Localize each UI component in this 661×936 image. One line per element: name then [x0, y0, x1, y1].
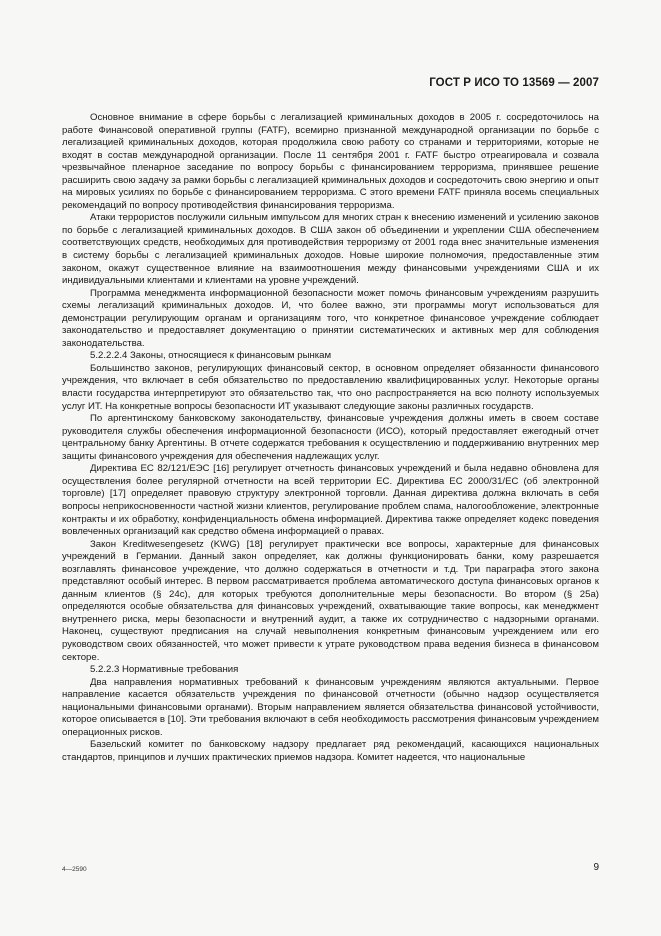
sheet-mark: 4—2590: [62, 866, 87, 873]
document-header: ГОСТ Р ИСО ТО 13569 — 2007: [429, 77, 599, 89]
paragraph-kwg: Закон Kreditwesengesetz (KWG) [18] регулирует практически все вопросы, характерные для финансовых учреждений в Германии. Данный закон определяет, как должны функционировать банки, кому разрешается возглавлять финансовое учреждение, что должно содержаться в отчетности и т.д. Три параграфа этого закона представляют особый интерес. В первом рассматривается проблема автоматического доступа финансовых органов к данным клиентов (§ 24с), для которых требуются дополнительные меры безопасности. Во втором (§ 25а) определяются особые обязательства для финансовых учреждений, охватывающие такие вопросы, как менеджмент внутреннего риска, меры безопасности и внутренний аудит, а также их сотрудничество с надзорными органами. Наконец, существуют предписания на случай невыполнения конкретным финансовым учреждением или его руководством своих обязанностей, что может привести к утрате руководством права ведения бизнеса в финансовом секторе.: [62, 538, 599, 663]
paragraph-financial-laws: Большинство законов, регулирующих финансовый сектор, в основном определяет обязанности финансового учреждения, что включает в себя обязательство по предоставлению квалифицированных услуг. Некоторые органы власти государства интерпретируют это обязательство так, что оно распространяется на всю полноту используемых услуг ИТ. На конкретные вопросы безопасности ИТ указывают следующие законы различных государств.: [62, 362, 599, 412]
paragraph-eu-directive: Директива ЕС 82/121/ЕЭС [16] регулирует отчетность финансовых учреждений и была недавно обновлена для осуществления более регулярной отчетности на всей территории ЕС. Директива ЕС 2000/31/ЕС (об электронной торговле) [17] определяет правовую структуру электронной торговли. Данная директива должна включать в себя вопросы неприкосновенности частной жизни клиентов, регулирование проблем спама, налогообложение, электронные контракты и их обработку, конфиденциальность обмена информацией. Директива также определяет кодекс поведения вовлеченных организаций как средство обмена информацией о правах.: [62, 463, 599, 538]
paragraph-fatf: Основное внимание в сфере борьбы с легализацией криминальных доходов в 2005 г. сосредоточилось на работе Финансовой оперативной группы (FATF), всемирно признанной международной организации по борьбе с легализацией криминальных доходов, которая продолжила свою работу со странами и территориями, которые не входят в состав международной организации. После 11 сентября 2001 г. FATF быстро отреагировала и созвала чрезвычайное пленарное заседание по вопросу борьбы с финансированием терроризма, принявшее решение расширить свою задачу за рамки борьбы с легализацией криминальных доходов и сосредоточить свою энергию и опыт на мировых усилиях по борьбе с финансированием терроризма. С этого времени FATF приняла восемь специальных рекомендаций по вопросу противодействия финансирования терроризма.: [62, 112, 599, 211]
section-heading-5-2-2-2-4: 5.2.2.2.4 Законы, относящиеся к финансовым рынкам: [90, 350, 332, 362]
paragraph-isms-program: Программа менеджмента информационной безопасности может помочь финансовым учреждениям разрушить схемы легализаций криминальных доходов. И, что более важно, эти программы могут использоваться для демонстрации регулирующим органам и организациям того, что конкретное финансовое учреждение соблюдает законодательство и предоставляет документацию о принятии систематических и активных мер для соблюдения законодательства.: [62, 287, 599, 349]
paragraph-basel: Базельский комитет по банковскому надзору предлагает ряд рекомендаций, касающихся национальных стандартов, принципов и лучших практических приемов надзора. Комитет надеется, что национальные: [62, 739, 599, 763]
page-number: 9: [593, 862, 599, 873]
paragraph-terror-attacks: Атаки террористов послужили сильным импульсом для многих стран к внесению изменений и усилению законов по борьбе с легализацией криминальных доходов. В США закон об объединении и укреплении США обеспечением соответствующих средств, необходимых для противодействия терроризму от 2001 года внес значительные изменения в систему борьбы с легализацией криминальных доходов. Новые широкие полномочия, предоставленные этим законом, окажут существенное влияние на взаимоотношения между финансовыми учреждениями США и их индивидуальными клиентами и клиентами на уровне учреждений.: [62, 212, 599, 287]
document-body: [62, 112, 599, 764]
paragraph-regulatory: Два направления нормативных требований к финансовым учреждениям являются актуальными. Первое направление касается обязательств учреждения по финансовой отчетности (обычно надзор осуществляется национальными финансовыми органами). Вторым направлением является обязательства финансовой устойчивости, которое описывается в [10]. Эти требования включают в себя необходимость рассмотрения финансовым учреждением операционных рисков.: [62, 676, 599, 738]
paragraph-argentina: По аргентинскому банковскому законодательству, финансовые учреждения должны иметь в своем составе руководителя службы обеспечения информационной безопасности (ИСО), который предоставляет ежегодный отчет центральному банку Аргентины. В отчете содержатся требования к осуществлению и поддерживанию внутренних мер защиты финансового учреждения для обеспечения надлежащих услуг.: [62, 413, 599, 462]
section-heading-5-2-2-3: 5.2.2.3 Нормативные требования: [90, 664, 239, 676]
